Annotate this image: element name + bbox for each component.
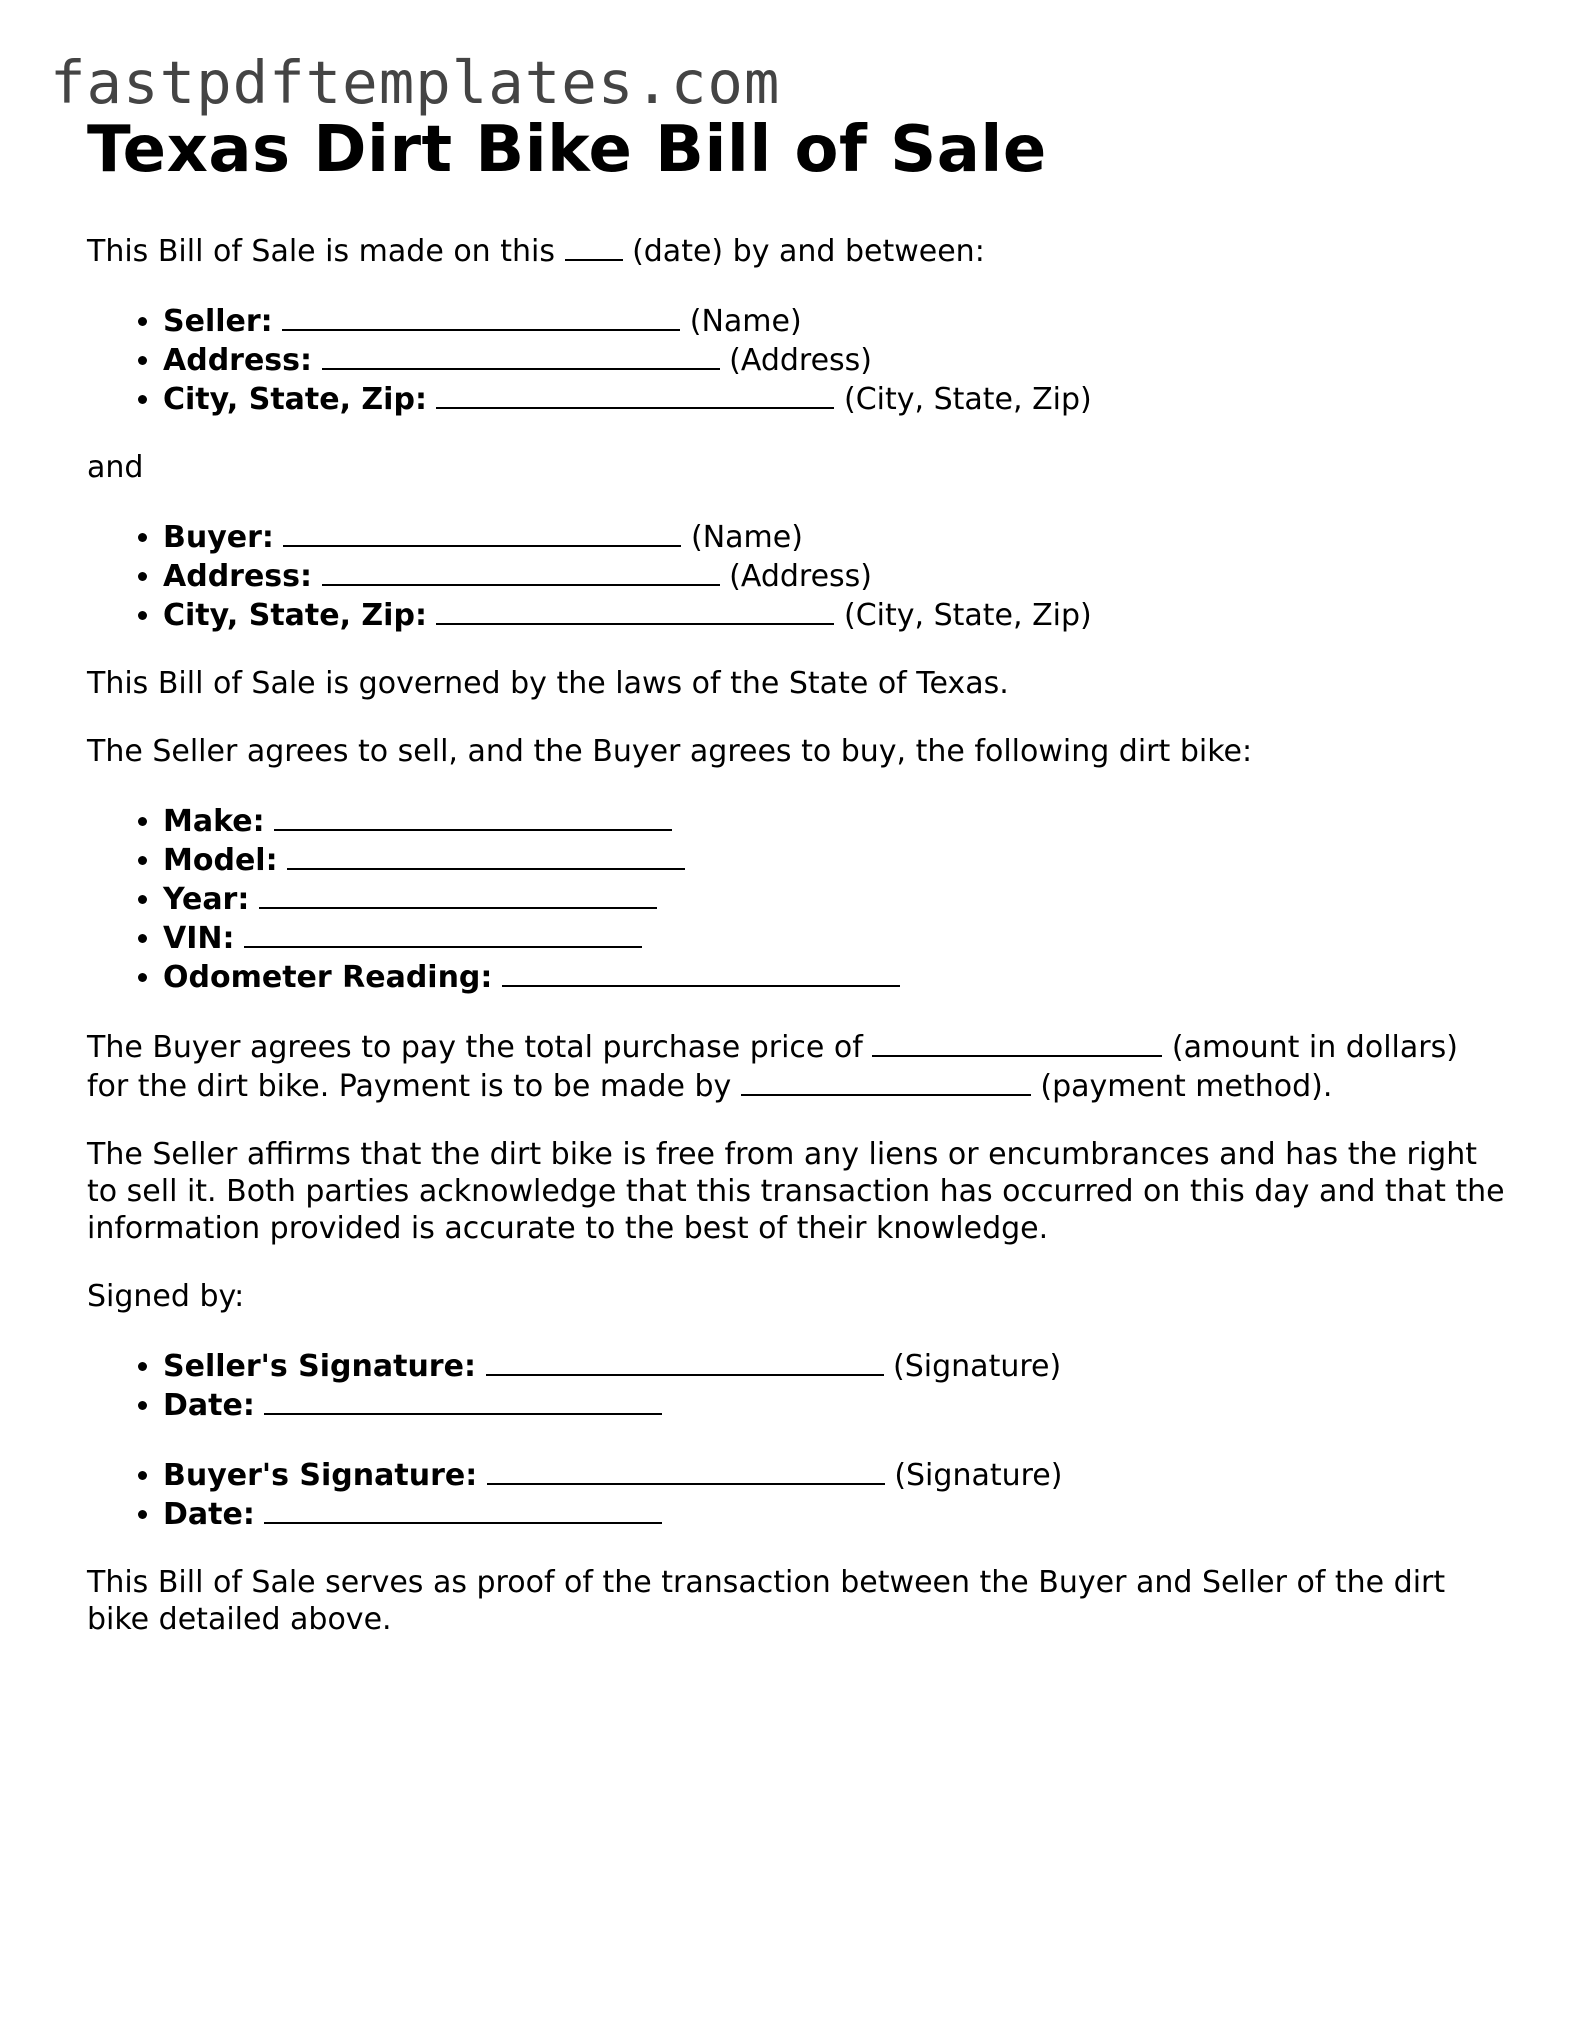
seller-signature-list (87, 1346, 1507, 1424)
seller-list (87, 301, 1507, 418)
field-hint: (Name) (691, 520, 803, 555)
document-page (87, 110, 1507, 1638)
list-item (163, 1494, 1507, 1533)
affirm-paragraph: The Seller affirms that the dirt bike is free from any liens or encumbrances and has the right to sell it. Both parties acknowledge that this transaction has occurred on this day and that the information provided is accurate to the best of their knowledge. (87, 1137, 1505, 1246)
field-hint: (City, State, Zip) (844, 382, 1092, 417)
payment-paragraph (87, 1027, 1507, 1105)
payment-method-blank[interactable] (741, 1066, 1031, 1096)
list-item (163, 879, 1507, 918)
field-label: VIN: (163, 921, 235, 956)
price-blank[interactable] (872, 1027, 1162, 1057)
field-hint: (City, State, Zip) (844, 598, 1092, 633)
seller-address-blank[interactable] (322, 340, 720, 370)
payment-text-2: (amount in dollars) for the dirt bike. Payment is to be made by (87, 1030, 1458, 1104)
list-item (163, 801, 1507, 840)
list-item (163, 379, 1507, 418)
seller-date-blank[interactable] (264, 1385, 662, 1415)
field-label: Address: (163, 343, 313, 378)
intro-after: (date) by and between: (632, 234, 985, 269)
vin-blank[interactable] (244, 918, 642, 948)
field-label: Year: (163, 882, 250, 917)
signed-by: Signed by: (87, 1279, 245, 1314)
field-label: Odometer Reading: (163, 960, 493, 995)
watermark: fastpdftemplates.com (50, 48, 781, 117)
field-label: Buyer: (163, 520, 274, 555)
field-hint: (Address) (729, 559, 873, 594)
field-hint: (Name) (689, 304, 802, 339)
odometer-blank[interactable] (502, 957, 900, 987)
agree-paragraph: The Seller agrees to sell, and the Buyer agrees to buy, the following dirt bike: (87, 734, 1253, 769)
list-item (163, 840, 1507, 879)
field-label: Seller: (163, 304, 273, 339)
closing-paragraph: This Bill of Sale serves as proof of the transaction between the Buyer and Seller of the dirt bike detailed above. (87, 1565, 1446, 1637)
model-blank[interactable] (287, 840, 685, 870)
buyer-name-blank[interactable] (283, 517, 681, 547)
year-blank[interactable] (259, 879, 657, 909)
seller-city-blank[interactable] (436, 379, 834, 409)
field-hint: (Address) (729, 343, 873, 378)
date-blank[interactable] (565, 231, 623, 261)
payment-text-1: The Buyer agrees to pay the total purchase price of (87, 1030, 863, 1065)
field-label: Buyer's Signature: (163, 1458, 478, 1493)
payment-text-3: (payment method). (1040, 1069, 1333, 1104)
intro-paragraph (87, 231, 1507, 270)
field-label: Make: (163, 804, 265, 839)
list-item (163, 556, 1507, 595)
buyer-address-blank[interactable] (322, 556, 720, 586)
page-title: Texas Dirt Bike Bill of Sale (87, 113, 1047, 187)
list-item (163, 340, 1507, 379)
bike-details-list (87, 801, 1507, 996)
buyer-date-blank[interactable] (264, 1494, 662, 1524)
list-item (163, 595, 1507, 634)
seller-signature-blank[interactable] (486, 1346, 884, 1376)
field-hint: (Signature) (893, 1349, 1062, 1384)
list-item (163, 918, 1507, 957)
list-item (163, 1385, 1507, 1424)
and-text: and (87, 450, 144, 485)
field-label: Address: (163, 559, 313, 594)
seller-name-blank[interactable] (282, 301, 680, 331)
field-hint: (Signature) (894, 1458, 1063, 1493)
list-item (163, 517, 1507, 556)
buyer-list (87, 517, 1507, 634)
field-label: Seller's Signature: (163, 1349, 476, 1384)
field-label: City, State, Zip: (163, 598, 427, 633)
list-item (163, 1455, 1507, 1494)
list-item (163, 1346, 1507, 1385)
field-label: Model: (163, 843, 278, 878)
list-item (163, 957, 1507, 996)
buyer-city-blank[interactable] (436, 595, 834, 625)
field-label: City, State, Zip: (163, 382, 427, 417)
field-label: Date: (163, 1497, 255, 1532)
buyer-signature-list (87, 1455, 1507, 1533)
intro-before: This Bill of Sale is made on this (87, 234, 555, 269)
list-item (163, 301, 1507, 340)
field-label: Date: (163, 1388, 255, 1423)
buyer-signature-blank[interactable] (487, 1455, 885, 1485)
make-blank[interactable] (274, 801, 672, 831)
governed-paragraph: This Bill of Sale is governed by the laws of the State of Texas. (87, 666, 1009, 701)
